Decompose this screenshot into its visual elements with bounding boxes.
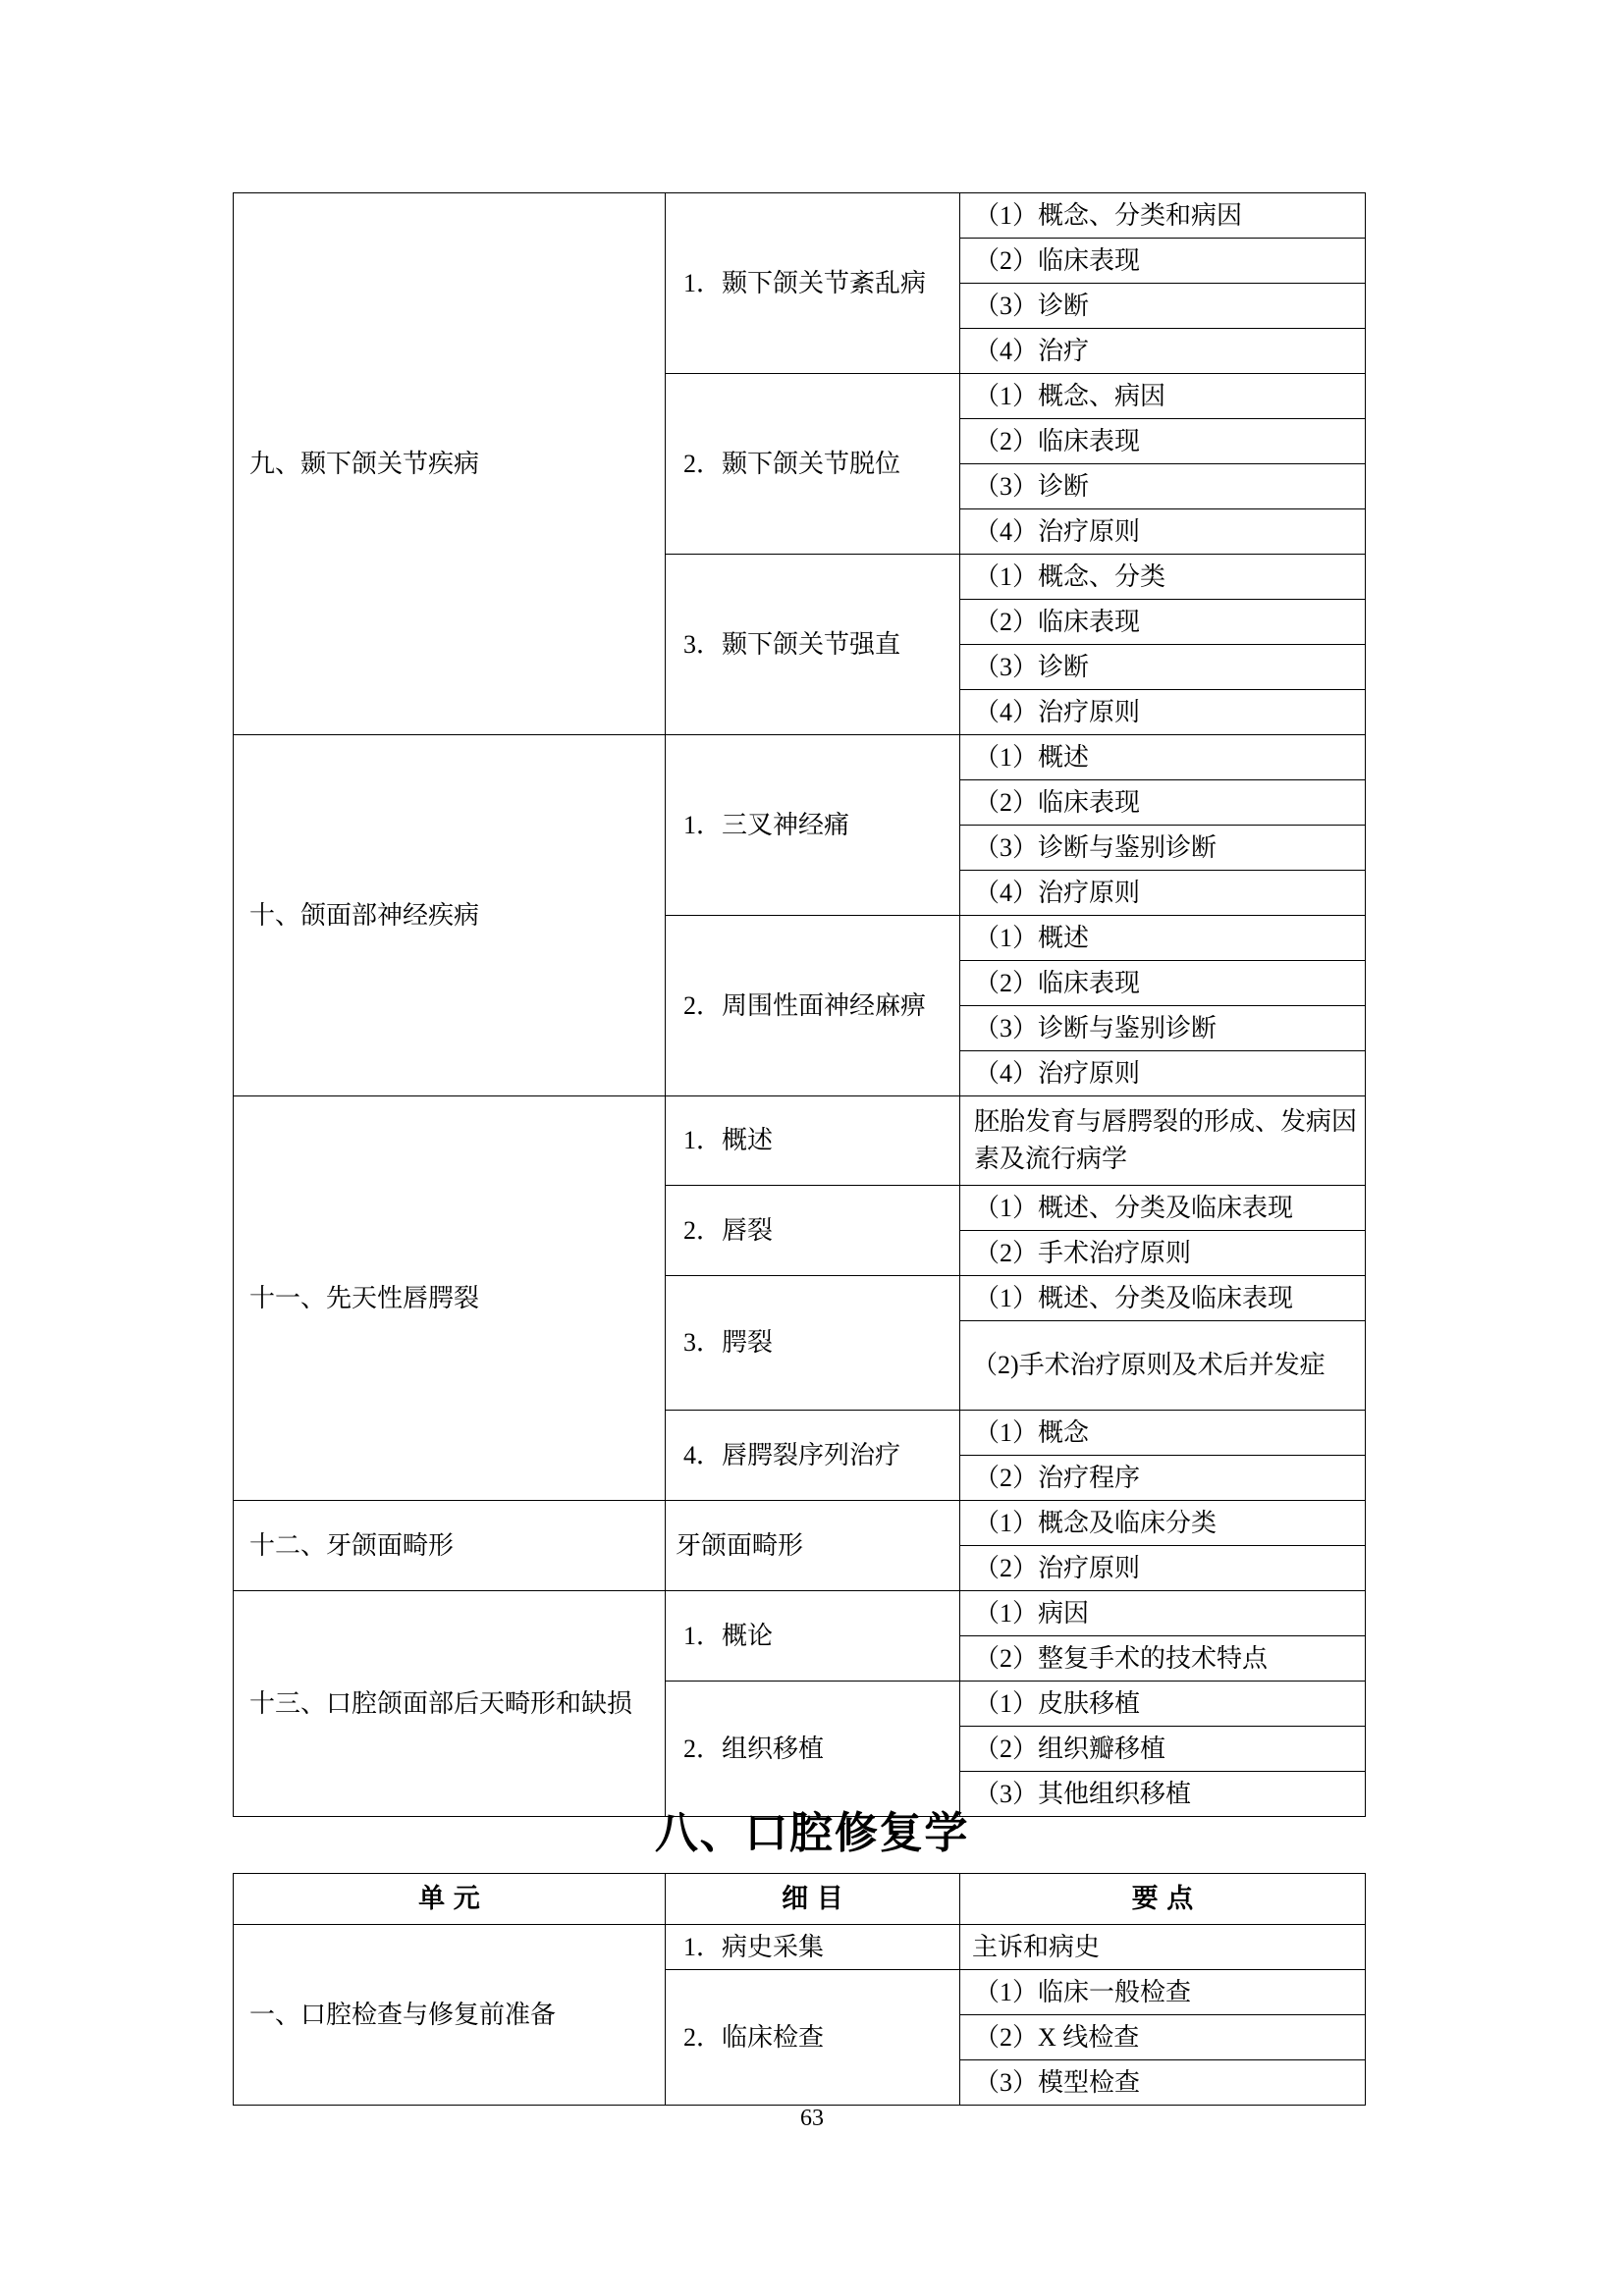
point-label: （3）模型检查 [974,2067,1141,2097]
detail-label: 2．临床检查 [683,2022,825,2052]
point-label: （4）治疗原则 [974,697,1141,726]
table-row [234,1096,1366,1186]
point-label: （3）诊断 [974,291,1090,320]
point-cell [960,374,1366,419]
point-label: （2）手术治疗原则 [974,1238,1192,1267]
detail-cell [666,1096,960,1186]
point-label: （3）诊断 [974,652,1090,681]
point-label: 主诉和病史 [972,1932,1101,1961]
detail-cell [666,193,960,374]
point-cell [960,1546,1366,1591]
detail-label: 2．唇裂 [683,1215,774,1245]
point-label: （2）整复手术的技术特点 [974,1643,1269,1673]
detail-label: 3．腭裂 [683,1328,774,1358]
table-row [234,1591,1366,1636]
point-cell [960,1727,1366,1772]
point-label: （1）皮肤移植 [974,1688,1141,1718]
point-cell [960,1006,1366,1051]
point-cell [960,1096,1366,1186]
column-header-detail [666,1874,960,1925]
detail-cell [666,1969,960,2105]
point-cell [960,1231,1366,1276]
point-cell [960,1411,1366,1456]
point-cell [960,1969,1366,2014]
point-label: （1）临床一般检查 [974,1977,1192,2006]
point-cell [960,826,1366,871]
column-header-label: 细目 [782,1884,852,1913]
detail-cell [666,1682,960,1817]
point-cell [960,645,1366,690]
unit-cell [234,1924,666,2105]
table-row [234,1501,1366,1546]
point-label: （1）概念、分类 [974,561,1166,591]
detail-label: 2．周围性面神经麻痹 [683,990,927,1020]
point-cell [960,1456,1366,1501]
point-label: （1）概述 [974,923,1090,952]
point-label: （2）治疗原则 [974,1553,1141,1582]
detail-cell [666,916,960,1096]
point-label: （1）概念、分类和病因 [974,200,1243,230]
point-cell [960,464,1366,509]
point-label: （1）概述 [974,742,1090,772]
point-cell [960,555,1366,600]
point-cell [960,1772,1366,1817]
point-cell [960,1682,1366,1727]
point-cell [960,2014,1366,2059]
point-label: （3）其他组织移植 [974,1779,1192,1808]
prosthodontics-table [233,1873,1366,2106]
point-label: （1）病因 [974,1598,1090,1628]
detail-label: 4．唇腭裂序列治疗 [683,1440,901,1469]
point-label: （2）临床表现 [974,607,1141,636]
detail-cell [666,1501,960,1591]
detail-cell [666,1591,960,1682]
point-cell [960,1501,1366,1546]
table-row [234,735,1366,780]
column-header-point [960,1874,1366,1925]
point-label: （2）X 线检查 [974,2022,1140,2052]
point-cell [960,284,1366,329]
point-label: （1）概念、病因 [974,381,1166,410]
point-label: （1）概述、分类及临床表现 [974,1193,1294,1222]
table-row [234,193,1366,239]
unit-cell [234,1591,666,1817]
detail-label: 牙颌面畸形 [676,1530,804,1560]
table-row [234,1924,1366,1969]
point-label: （3）诊断 [974,471,1090,501]
unit-label: 十一、先天性唇腭裂 [249,1283,480,1312]
point-cell [960,2059,1366,2105]
point-label: （4）治疗原则 [974,1058,1141,1088]
point-label: （4）治疗 [974,336,1090,365]
unit-label: 十、颌面部神经疾病 [249,900,480,930]
detail-label: 3．颞下颌关节强直 [683,629,901,659]
unit-label: 九、颞下颌关节疾病 [249,449,480,478]
detail-label: 1．概论 [683,1621,774,1650]
point-label: 胚胎发育与唇腭裂的形成、发病因素及流行病学 [974,1107,1358,1173]
point-cell [960,1186,1366,1231]
point-label: （3）诊断与鉴别诊断 [974,832,1218,862]
point-label: （1）概念及临床分类 [974,1508,1218,1537]
page-number: 63 [800,2106,824,2131]
point-label: （4）治疗原则 [974,516,1141,546]
point-label: （2)手术治疗原则及术后并发症 [972,1351,1326,1380]
oral-maxillofacial-surgery-table [233,192,1366,1817]
detail-label: 1．病史采集 [683,1932,825,1961]
detail-cell [666,1411,960,1501]
point-cell [960,871,1366,916]
point-label: （3）诊断与鉴别诊断 [974,1013,1218,1042]
point-cell [960,1276,1366,1321]
point-cell [960,329,1366,374]
unit-label: 一、口腔检查与修复前准备 [249,2000,557,2029]
point-label: （2）组织瓣移植 [974,1734,1166,1763]
detail-cell [666,1186,960,1276]
point-cell [960,1636,1366,1682]
column-header-label: 要点 [1131,1884,1202,1913]
point-cell [960,916,1366,961]
table-header-row [234,1874,1366,1925]
point-label: （2）临床表现 [974,968,1141,997]
detail-cell [666,735,960,916]
point-cell [960,193,1366,239]
unit-cell [234,735,666,1096]
detail-cell [666,1924,960,1969]
point-cell [960,1924,1366,1969]
detail-cell [666,374,960,555]
point-cell [960,690,1366,735]
point-label: （1）概述、分类及临床表现 [974,1283,1294,1312]
detail-label: 1．概述 [683,1126,774,1155]
point-cell [960,509,1366,555]
page-title: 八、口腔修复学 [654,1809,970,1857]
unit-cell [234,1501,666,1591]
point-label: （2）治疗程序 [974,1463,1141,1492]
column-header-label: 单元 [418,1884,489,1913]
detail-cell [666,1276,960,1411]
point-label: （1）概念 [974,1417,1090,1447]
detail-cell [666,555,960,735]
detail-label: 1．三叉神经痛 [683,810,850,839]
point-cell [960,600,1366,645]
point-label: （2）临床表现 [974,426,1141,455]
point-cell [960,1051,1366,1096]
detail-label: 1．颞下颌关节紊乱病 [683,268,927,297]
unit-cell [234,193,666,735]
point-cell [960,780,1366,826]
point-cell [960,1591,1366,1636]
point-cell [960,419,1366,464]
point-label: （2）临床表现 [974,245,1141,275]
detail-label: 2．组织移植 [683,1734,825,1763]
point-cell [960,735,1366,780]
detail-label: 2．颞下颌关节脱位 [683,449,901,478]
column-header-unit [234,1874,666,1925]
unit-label: 十三、口腔颌面部后天畸形和缺损 [249,1688,633,1718]
point-label: （4）治疗原则 [974,878,1141,907]
point-cell [960,239,1366,284]
point-cell [960,961,1366,1006]
point-cell [960,1321,1366,1411]
unit-cell [234,1096,666,1501]
point-label: （2）临床表现 [974,787,1141,817]
unit-label: 十二、牙颌面畸形 [249,1530,455,1560]
